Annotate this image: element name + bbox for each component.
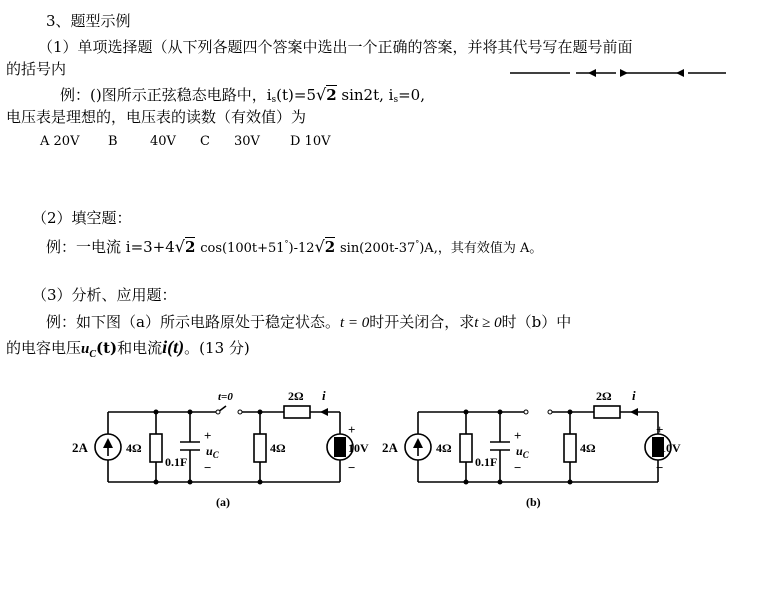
decorative-arrow-line — [508, 66, 728, 80]
q1-option-b: B — [108, 134, 118, 149]
q1-option-c: C — [200, 134, 210, 149]
circuit-b-r2: 4Ω — [580, 441, 596, 455]
circuit-a-i-label: i — [322, 388, 326, 403]
circuit-a-cap: 0.1F — [165, 455, 188, 469]
circuit-a-caption: (a) — [216, 495, 230, 509]
circuit-a-vs: 10V — [348, 441, 369, 455]
q1-option-c-value: 30V — [234, 134, 260, 149]
circuit-a-uc-label: $u_C$ — [206, 444, 219, 460]
circuit-a-r3: 2Ω — [288, 389, 304, 403]
circuit-a-r1: 4Ω — [126, 441, 142, 455]
q1-option-a: A 20V — [40, 134, 80, 149]
circuit-b-source-current: 2A — [382, 440, 398, 455]
circuit-b — [380, 388, 700, 518]
circuit-a-vs-plus: + — [348, 422, 356, 437]
circuit-a-source-current: 2A — [72, 440, 88, 455]
q1-option-b-value: 40V — [150, 134, 176, 149]
q1-example: 例：()图所示正弦稳态电路中，is(t)=5√2 sin2t, is=0, — [60, 85, 425, 105]
q1-header-line1: （1）单项选择题（从下列各题四个答案中选出一个正确的答案，并将其代号写在题号前面 — [38, 38, 633, 56]
q1-line2: 电压表是理想的，电压表的读数（有效值）为 — [6, 108, 307, 126]
circuit-b-vs-plus: + — [656, 422, 664, 437]
q3-header: （3）分析、应用题： — [32, 286, 177, 304]
circuit-a-uc-plus: + — [204, 428, 212, 443]
circuit-b-uc-plus: + — [514, 428, 522, 443]
circuit-b-caption: (b) — [526, 495, 541, 509]
section-title: 3、题型示例 — [46, 12, 131, 30]
circuit-a-switch-label: t=0 — [218, 391, 233, 403]
q1-option-d: D 10V — [290, 134, 331, 149]
circuit-a-r2: 4Ω — [270, 441, 286, 455]
circuit-a-uc-minus: − — [204, 460, 212, 475]
circuit-b-uc-label: $u_C$ — [516, 444, 529, 460]
circuit-b-r3: 2Ω — [596, 389, 612, 403]
circuit-b-i-label: i — [632, 388, 636, 403]
q3-example-line2: 的电容电压$u_C(t)$和电流i(t)。(13 分) — [6, 337, 250, 360]
q3-example-line1: 例：如下图（a）所示电路原处于稳定状态。t = 0时开关闭合，求t ≥ 0时（b）中 — [46, 313, 572, 331]
circuit-b-vs: 10V — [660, 441, 681, 455]
circuit-b-uc-minus: − — [514, 460, 522, 475]
circuit-a — [70, 388, 390, 518]
q2-header: （2）填空题： — [32, 209, 132, 227]
circuit-b-vs-minus: − — [656, 460, 664, 475]
q2-example: 例：一电流 i=3+4√2 cos(100t+51°)-12√2 sin(200t-37°)A,，其有效值为 A。 — [46, 237, 543, 256]
circuit-a-vs-minus: − — [348, 460, 356, 475]
circuit-b-r1: 4Ω — [436, 441, 452, 455]
q1-header-line2: 的括号内 — [6, 60, 67, 78]
circuit-b-cap: 0.1F — [475, 455, 498, 469]
